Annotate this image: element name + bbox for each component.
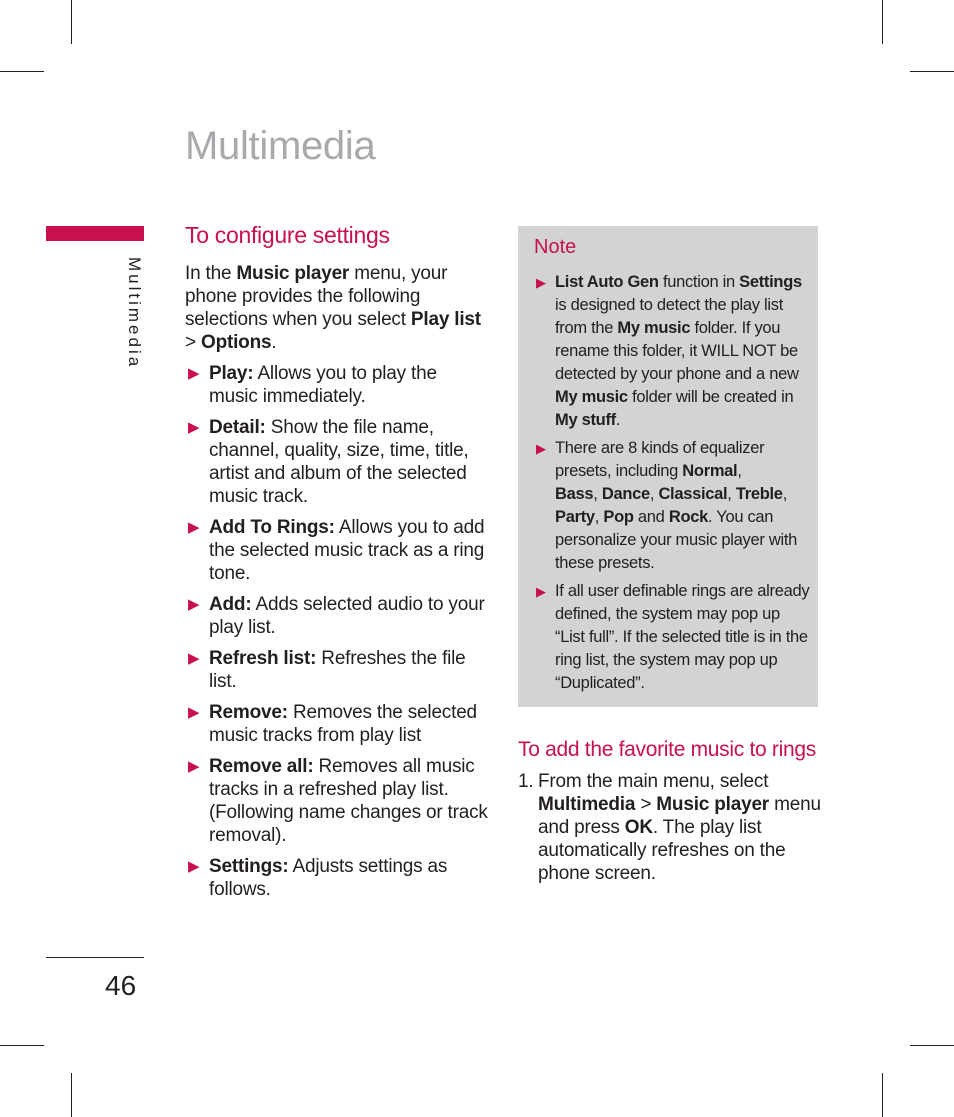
page-number: 46: [105, 970, 137, 1001]
triangle-bullet-icon: ▶: [536, 275, 546, 290]
item-text: Show the file name, channel, quality, size, time, title, artist and album of the selected music track.: [209, 417, 469, 507]
bold-run: OK: [624, 817, 653, 838]
text-run: is designed to detect the play list from the: [555, 296, 783, 337]
bold-run: Multimedia: [538, 794, 636, 815]
bold-run: Pop: [603, 508, 634, 526]
text-run: . The play list automatically refreshes on the phone screen.: [538, 817, 786, 884]
bold-run: List Auto Gen: [555, 273, 659, 291]
page-title: Multimedia: [185, 124, 376, 168]
list-item: [185, 516, 490, 585]
item-text: Removes all music tracks in a refreshed play list. (Following name changes or track removal).: [209, 756, 488, 846]
item-text: Refreshes the file list.: [209, 648, 466, 692]
step-number: 1.: [518, 771, 534, 792]
text-run: >: [635, 794, 657, 815]
text-run: folder. If you rename this folder, it WILL NOT be detected by your phone and a new: [555, 319, 799, 383]
text-run: ,: [737, 462, 742, 480]
item-text: Allows you to play the music immediately.: [209, 363, 437, 407]
crop-mark: [71, 1073, 72, 1117]
list-item: [185, 416, 490, 508]
text-run: menu, your phone provides the following selections when you select: [185, 263, 448, 330]
triangle-bullet-icon: ▶: [188, 650, 200, 667]
item-text: Adds selected audio to your play list.: [209, 594, 485, 638]
triangle-bullet-icon: ▶: [536, 441, 546, 456]
bold-run: Normal: [682, 462, 738, 480]
bold-run: Dance: [601, 485, 650, 503]
step-item: [518, 770, 823, 885]
right-column: [518, 736, 823, 885]
triangle-bullet-icon: ▶: [188, 365, 200, 382]
bold-run: Music player: [656, 794, 770, 815]
options-list: [185, 362, 490, 901]
list-item: [185, 593, 490, 639]
list-item: [185, 701, 490, 747]
crop-mark: [882, 1073, 883, 1117]
crop-mark: [910, 71, 954, 72]
triangle-bullet-icon: ▶: [188, 596, 200, 613]
bold-run: Bass: [555, 485, 594, 503]
text-run: >: [185, 332, 201, 353]
triangle-bullet-icon: ▶: [188, 858, 200, 875]
list-item: [185, 647, 490, 693]
side-section-label: Multimedia: [125, 257, 144, 370]
triangle-bullet-icon: ▶: [188, 758, 200, 775]
text-run: There are 8 kinds of equalizer presets, including: [555, 439, 765, 480]
crop-mark: [71, 0, 72, 44]
triangle-bullet-icon: ▶: [536, 584, 546, 599]
crop-mark: [882, 0, 883, 44]
item-text: Allows you to add the selected music track as a ring tone.: [209, 517, 485, 584]
text-run: From the main menu, select: [538, 771, 769, 792]
note-box: [518, 226, 818, 707]
text-run: ,: [593, 485, 602, 503]
left-column: [185, 222, 490, 909]
bold-run: Options: [200, 332, 272, 353]
item-label: Detail:: [209, 417, 266, 438]
note-list: [534, 271, 810, 695]
bold-run: Classical: [658, 485, 728, 503]
bold-run: My music: [617, 319, 691, 337]
bold-run: Play list: [410, 309, 481, 330]
bold-run: My music: [555, 388, 628, 406]
text-run: If all user definable rings are already defined, the system may pop up “List full”. If the selected title is in the ring list, the system may pop up “Duplicated”.: [555, 582, 810, 692]
page-number-rule: [46, 957, 144, 958]
text-run: .: [615, 411, 621, 429]
item-text: Adjusts settings as follows.: [209, 856, 448, 900]
text-run: function in: [658, 273, 740, 291]
crop-mark: [0, 1045, 44, 1046]
item-label: Remove all:: [209, 756, 314, 777]
section-heading: To configure settings: [185, 222, 390, 248]
item-text: Removes the selected music tracks from play list: [209, 702, 477, 746]
note-item: [534, 437, 810, 575]
item-label: Refresh list:: [209, 648, 317, 669]
text-run: and: [633, 508, 669, 526]
triangle-bullet-icon: ▶: [188, 704, 200, 721]
item-label: Remove:: [209, 702, 288, 723]
item-label: Add:: [209, 594, 252, 615]
bold-run: Settings: [739, 273, 802, 291]
text-run: . You can personalize your music player with these presets.: [555, 508, 797, 572]
crop-mark: [0, 71, 44, 72]
text-run: In the: [185, 263, 237, 284]
item-label: Settings:: [209, 856, 289, 877]
bold-run: My stuff: [555, 411, 616, 429]
list-item: [185, 755, 490, 847]
bold-run: Rock: [668, 508, 708, 526]
note-title: Note: [534, 236, 577, 258]
bold-run: Treble: [735, 485, 783, 503]
text-run: ,: [649, 485, 659, 503]
list-item: [185, 362, 490, 408]
crop-mark: [910, 1045, 954, 1046]
bold-run: Party: [555, 508, 595, 526]
triangle-bullet-icon: ▶: [188, 519, 200, 536]
text-run: ,: [727, 485, 736, 503]
text-run: ,: [782, 485, 787, 503]
list-item: [185, 855, 490, 901]
note-item: [534, 271, 810, 432]
text-run: menu and press: [538, 794, 821, 838]
text-run: .: [271, 332, 277, 353]
text-run: ,: [594, 508, 604, 526]
item-label: Play:: [209, 363, 254, 384]
note-item: [534, 580, 810, 695]
intro-paragraph: [185, 262, 490, 354]
bold-run: Music player: [236, 263, 350, 284]
text-run: folder will be created in: [627, 388, 794, 406]
item-label: Add To Rings:: [209, 517, 335, 538]
triangle-bullet-icon: ▶: [188, 419, 200, 436]
side-tab-bar: [46, 226, 144, 241]
section-heading: To add the favorite music to rings: [518, 738, 816, 761]
